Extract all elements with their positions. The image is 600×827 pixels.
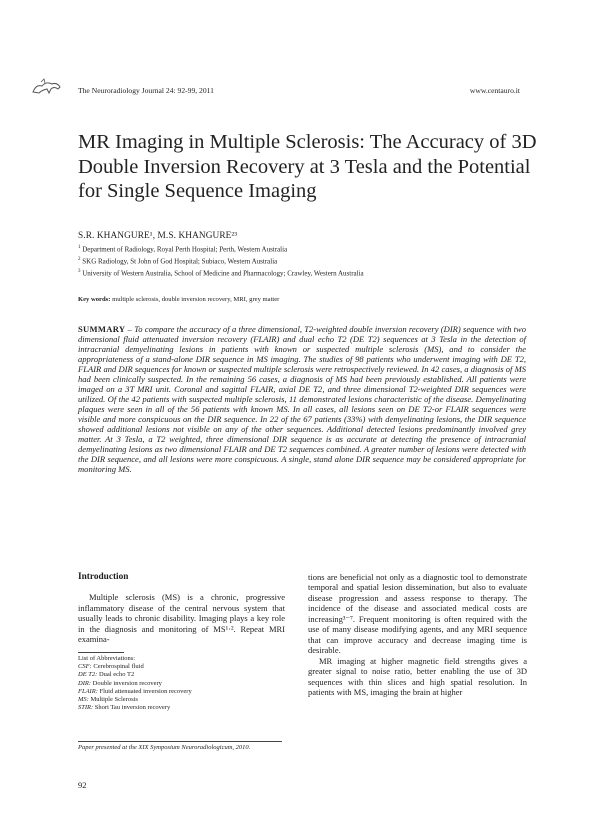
affiliation: $^3$ University of Western Australia, School of Medicine and Pharmacology; Crawley, Western Australia	[78, 269, 364, 278]
journal-website: www.centauro.it	[469, 86, 520, 95]
footnote-rule	[78, 741, 282, 742]
keywords-label: Key words:	[78, 296, 111, 303]
footnote: Paper presented at the XIX Symposium Neuroradiologicum, 2010.	[78, 744, 251, 751]
summary-abstract	[78, 324, 526, 474]
section-heading-introduction: Introduction	[78, 572, 129, 582]
summary-label: SUMMARY	[78, 324, 126, 334]
affiliation: $^1$ Department of Radiology, Royal Perth Hospital; Perth, Western Australia	[78, 245, 288, 254]
centauro-logo-icon	[30, 78, 64, 96]
authors: S.R. KHANGURE¹, M.S. KHANGURE²³	[78, 231, 238, 241]
article-title: MR Imaging in Multiple Sclerosis: The Accuracy of 3D Double Inversion Recovery at 3 Tesla and the Potential for Single Sequence Imaging	[78, 131, 537, 202]
abbreviation-item: STIR: Short Tau inversion recovery	[78, 704, 171, 712]
affiliation: $^2$ SKG Radiology, St John of God Hospital; Subiaco, Western Australia	[78, 257, 278, 266]
intro-paragraph: Multiple sclerosis (MS) is a chronic, progressive inflammatory disease of the central nervous system that usually leads to chronic disability. Imaging plays a key role in the diagnosis and monitoring of MS¹·². Repeat MRI examina-	[78, 592, 285, 645]
right-column	[308, 572, 527, 697]
abbreviation-item: CSF: Cerebrospinal fluid	[78, 663, 144, 671]
abbreviations-title: List of Abbreviations:	[78, 655, 136, 662]
keywords-text: multiple sclerosis, double inversion recovery, MRI, grey matter	[112, 296, 280, 303]
affiliations-list	[78, 243, 364, 279]
abbreviations-list	[78, 655, 192, 712]
abbreviations-rule	[78, 652, 124, 653]
summary-text: – To compare the accuracy of a three dimensional, T2-weighted double inversion recovery (DIR) sequence with two dimensional fluid attenuated inversion recovery (FLAIR) and dual echo T2 (DE T2) sequences at 3 Tesla in the detection of intracranial demyelinating lesions in patients with known or suspected multiple sclerosis (MS), and to consider the appropriateness of a stand-alone DIR sequence in MS imaging. The studies of 98 patients who underwent imaging with DE T2, FLAIR and DIR sequences for known or suspected multiple sclerosis were retrospectively reviewed. In 42 cases, a diagnosis of MS had been clinically suspected. In the remaining 56 cases, a diagnosis of MS had been previously established. All patients were imaged on a 3T MRI unit. Coronal and sagittal FLAIR, axial DE T2, and three dimensional T2-weighted DIR sequences were utilized. Of the 42 patients with suspected multiple sclerosis, 11 demonstrated lesions characteristic of the disease. Demyelinating plaques were seen in all of the 56 patients with known MS. In all cases, all lesions seen on DE T2-or FLAIR sequences were visible and more conspicuous on the DIR sequence. In 22 of the 67 patients (33%) with demyelinating lesions, the DIR sequence showed additional lesions not visible on any of the other sequences. Additional detected lesions predominantly involved grey matter. At 3 Tesla, a T2 weighted, three dimensional DIR sequence is as accurate at detecting the presence of intracranial demyelinating lesions as two dimensional FLAIR and DE T2 sequences combined. A greater number of lesions were detected with the DIR sequence, and all lesions were more conspicuous. A single, stand alone DIR sequence may be considered appropriate for monitoring MS.	[78, 324, 526, 475]
abbreviation-item: DIR: Double inversion recovery	[78, 679, 162, 687]
page-number: 92	[78, 780, 87, 790]
journal-citation: The Neuroradiology Journal 24: 92-99, 2011	[78, 86, 214, 95]
abbreviation-item: MS: Multiple Sclerosis	[78, 696, 138, 704]
abbreviation-item: FLAIR: Fluid attenuated inversion recovery	[78, 687, 192, 695]
abbreviation-item: DE T2: Dual echo T2	[78, 671, 135, 679]
intro-paragraph: MR imaging at higher magnetic field strengths gives a greater signal to noise ratio, better enabling the use of 3D sequences with thin slices and high spatial resolution. In patients with MS, imaging the brain at higher	[308, 655, 527, 697]
left-column	[78, 572, 285, 645]
keywords	[78, 296, 279, 303]
intro-paragraph: tions are beneficial not only as a diagnostic tool to demonstrate temporal and spatial lesion dissemination, but also to evaluate disease progression and assess response to therapy. The incidence of the disease and associated medical costs are increasing³⁻⁷. Frequent monitoring is often required with the use of many disease modifying agents, and any MRI sequence that can improve accuracy and decrease imaging time is desirable.	[308, 572, 527, 656]
